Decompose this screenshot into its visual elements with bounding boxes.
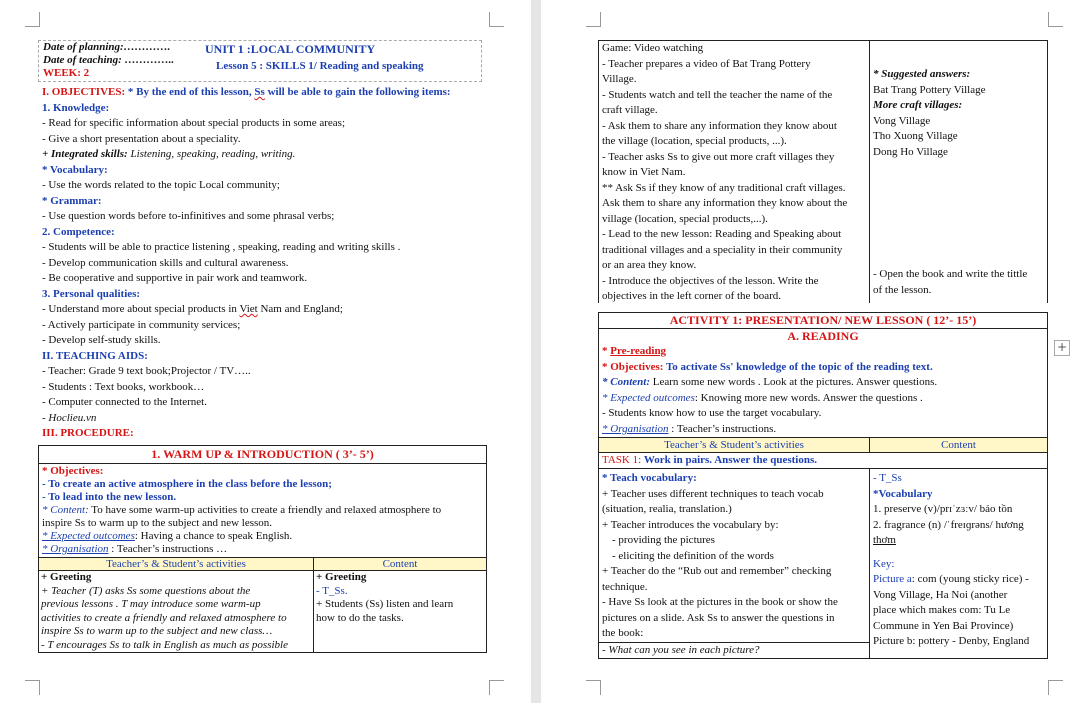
knowledge-heading: 1. Knowledge: — [42, 101, 110, 114]
task-label: TASK 1: — [602, 454, 644, 466]
organisation-text: : Teacher’s instructions … — [108, 543, 228, 555]
reading-title: A. READING — [787, 329, 859, 343]
vocabulary-item: - Use the words related to the topic Local community; — [42, 179, 280, 191]
key-line: Commune in Yen Bai Province) — [873, 619, 1014, 632]
vocab-item: 1. preserve (v)/prɪˈzɜːv/ bảo tồn — [873, 503, 1013, 515]
key-line: Picture b: pottery - Denby, England — [873, 635, 1030, 647]
competence-item: - Students will be able to practice listening , speaking, reading and writing skills . — [42, 241, 401, 253]
organisation-label: * Organisation — [42, 543, 109, 555]
vocab-row — [599, 469, 1047, 659]
knowledge-item: - Read for specific information about special products in some areas; — [42, 117, 346, 129]
key-line: place which makes com: Tu Le — [873, 604, 1011, 616]
content-line: how to do the tasks. — [316, 611, 404, 624]
t-ss: - T_Ss — [873, 472, 902, 484]
integrated-skills-text: Listening, speaking, reading, writing. — [127, 148, 296, 160]
teaching-aids-heading: II. TEACHING AIDS: — [42, 349, 148, 362]
activity-line: + Teacher (T) asks Ss some questions about the — [41, 584, 251, 597]
objectives-end: will be able to gain the following items: — [264, 86, 451, 98]
warmup-objectives-heading: * Objectives: — [42, 465, 104, 477]
unit-title: UNIT 1 :LOCAL COMMUNITY — [205, 42, 376, 56]
page-right — [541, 0, 1084, 703]
note-line: - Open the book and write the tittle — [873, 268, 1028, 280]
outcome-text: : Having a chance to speak English. — [134, 530, 293, 542]
col-content-header: Content — [314, 558, 487, 571]
integrated-skills-label: + Integrated skills: — [42, 148, 128, 160]
activity-line: inspire Ss to warm up to the subject and new class… — [41, 625, 273, 637]
picture-a-label: Picture a — [873, 573, 912, 585]
crop-mark — [586, 680, 601, 695]
quality-item: - Understand more about special products in — [42, 303, 240, 315]
activity-line: - T encourages Ss to talk in English as much as possible — [41, 638, 288, 651]
more-villages-heading: More craft villages: — [873, 99, 963, 111]
viet-word: Viet — [239, 303, 258, 315]
aid-item: - Teacher: Grade 9 text book;Projector / TV….. — [42, 365, 251, 377]
activity-line: craft village. — [602, 104, 658, 116]
key-heading: Key: — [873, 557, 895, 570]
know-line: - Students know how to use the target vocabulary. — [602, 407, 822, 419]
vocab-item: 2. fragrance (n) /ˈfreɪɡrəns/ hương — [873, 518, 1024, 531]
key-line: : com (young sticky rice) - — [911, 573, 1029, 585]
teach-line: technique. — [602, 580, 648, 593]
knowledge-item: - Give a short presentation about a speciality. — [42, 132, 241, 145]
objectives-intro: * By the end of this lesson, — [127, 86, 255, 98]
objectives-label: * Objectives: — [602, 360, 664, 373]
crop-mark — [489, 12, 504, 27]
warmup-activities — [602, 41, 864, 305]
activity-line: village (location, special products,...). — [602, 212, 768, 225]
crop-mark — [489, 680, 504, 695]
suggested-answers — [873, 67, 1045, 160]
village-item: Tho Xuong Village — [873, 130, 958, 142]
lesson-header — [38, 40, 482, 82]
quality-item: - Develop self-study skills. — [42, 334, 161, 346]
teach-vocab-heading: * Teach vocabulary: — [602, 472, 697, 484]
quality-item-end: Nam and England; — [257, 303, 343, 315]
activity-line: - Teacher prepares a video of Bat Trang Pottery — [602, 57, 811, 70]
activity-line: objectives in the left corner of the board. — [602, 290, 781, 302]
teach-line: - eliciting the definition of the words — [612, 549, 774, 562]
activity-line: + Greeting — [41, 571, 92, 583]
date-of-teaching: Date of teaching: ………….. — [43, 54, 175, 66]
vocab-heading: *Vocabulary — [873, 487, 933, 500]
activity-1-table — [598, 312, 1048, 659]
activity-line: the village (location, special products, ...). — [602, 135, 787, 147]
objectives-text: To activate Ss' knowledge of the topic of the reading text. — [663, 360, 933, 373]
activity-line: ** Ask Ss if they know of any traditional craft villages. — [602, 181, 846, 194]
activity-line: activities to create a friendly and relaxed atmosphere to — [41, 611, 287, 624]
activity-1-title: ACTIVITY 1: PRESENTATION/ NEW LESSON ( 12’- 15’) — [599, 313, 1047, 329]
pre-reading-section — [599, 344, 1047, 438]
content-text: inspire Ss to warm up to the subject and new lesson. — [42, 517, 273, 529]
teach-line: - providing the pictures — [612, 534, 715, 546]
open-book-note — [873, 267, 1045, 298]
teach-line: pictures on a slide. Ask Ss to answer the questions in — [602, 611, 835, 624]
content-text: Learn some new words . Look at the pictures. Answer questions. — [649, 376, 938, 388]
activity-line: Village. — [602, 73, 637, 85]
competence-heading: 2. Competence: — [42, 225, 115, 238]
outcome-label: * Expected outcomes — [42, 530, 135, 542]
content-line: - T_Ss. — [316, 584, 348, 597]
activity-line: previous lessons . T may introduce some warm-up — [41, 598, 261, 610]
add-button[interactable]: + — [1054, 340, 1070, 356]
teach-line: + Teacher introduces the vocabulary by: — [602, 518, 779, 531]
warmup-table — [38, 445, 487, 653]
date-of-planning: Date of planning:…………. — [43, 41, 171, 53]
procedure-heading: III. PROCEDURE: — [42, 427, 134, 439]
crop-mark — [1048, 12, 1063, 27]
outcome-text: : Knowing more new words. Answer the questions . — [694, 391, 923, 404]
teach-line: + Teacher do the “Rub out and remember” checking — [602, 565, 832, 577]
pre-reading-heading: Pre-reading — [610, 345, 667, 357]
outcome-label: * Expected outcomes — [602, 391, 695, 404]
village-item: Vong Village — [873, 114, 931, 127]
crop-mark — [25, 12, 40, 27]
task-1-row — [599, 453, 1047, 469]
ss-word: Ss — [254, 86, 265, 98]
activity-line: Game: Video watching — [602, 42, 704, 54]
activity-line: - Ask them to share any information they know about — [602, 119, 837, 132]
vocab-content — [870, 469, 1047, 659]
activity-line: Ask them to share any information they know about the — [602, 197, 848, 209]
content-text: To have some warm-up activities to create a friendly and relaxed atmosphere to — [88, 504, 442, 516]
page-left — [0, 0, 531, 703]
suggested-answers-heading: * Suggested answers: — [873, 68, 971, 80]
warmup-continued-table — [598, 40, 1048, 303]
crop-mark — [1048, 680, 1063, 695]
col-activities-header: Teacher’s & Student’s activities — [39, 558, 314, 571]
activity-line: - Lead to the new lesson: Reading and Speaking about — [602, 228, 842, 240]
aid-item: - Hoclieu.vn — [42, 411, 97, 424]
grammar-item: - Use question words before to-infinitives and some phrasal verbs; — [42, 210, 335, 222]
activity-line: traditional villages and a speciality in their community — [602, 243, 843, 256]
aid-item: - Computer connected to the Internet. — [42, 396, 207, 408]
warmup-title: 1. WARM UP & INTRODUCTION ( 3’- 5’) — [39, 446, 487, 464]
warmup-objective: - To lead into the new lesson. — [42, 491, 177, 503]
village-item: Dong Ho Village — [873, 145, 948, 158]
activity-line: - Students watch and tell the teacher the name of the — [602, 88, 833, 101]
vocab-item: thơm — [873, 534, 896, 546]
teach-line: - Have Ss look at the pictures in the book or show the — [602, 596, 838, 608]
teach-line: + Teacher uses different techniques to teach vocab — [602, 487, 824, 500]
column-header-row — [599, 438, 1047, 453]
competence-item: - Develop communication skills and cultural awareness. — [42, 256, 289, 269]
activity-line: - Teacher asks Ss to give out more craft villages they — [602, 150, 835, 163]
warmup-objective: - To create an active atmosphere in the class before the lesson; — [42, 478, 332, 490]
task-text: Work in pairs. Answer the questions. — [643, 454, 817, 466]
activity-line: - Introduce the objectives of the lesson. Write the — [602, 274, 819, 287]
bullet: * — [602, 345, 611, 357]
competence-item: - Be cooperative and supportive in pair work and teamwork. — [42, 272, 308, 284]
organisation-text: : Teacher’s instructions. — [668, 422, 777, 435]
col-activities-header: Teacher’s & Student’s activities — [599, 438, 870, 452]
content-line: + Students (Ss) listen and learn — [316, 598, 454, 610]
teach-line: the book: — [602, 627, 644, 639]
activity-line: know in Viet Nam. — [602, 166, 686, 178]
lesson-title: Lesson 5 : SKILLS 1/ Reading and speaking — [216, 60, 424, 72]
grammar-heading: * Grammar: — [42, 194, 102, 207]
vocabulary-heading: * Vocabulary: — [42, 163, 108, 176]
teach-line: (situation, realia, translation.) — [602, 503, 732, 515]
quality-item: - Actively participate in community services; — [42, 318, 241, 331]
organisation-label: * Organisation — [602, 422, 669, 435]
question-line: - What can you see in each picture? — [599, 642, 869, 659]
answer-item: Bat Trang Pottery Village — [873, 83, 986, 96]
aid-item: - Students : Text books, workbook… — [42, 380, 205, 393]
teacher-activities — [599, 469, 870, 659]
week-label: WEEK: 2 — [43, 67, 90, 79]
key-line: Vong Village, Ha Noi (another — [873, 588, 1008, 601]
content-label: * Content: — [602, 376, 650, 388]
content-label: * Content: — [42, 504, 89, 516]
activity-line: or an area they know. — [602, 259, 697, 271]
content-line: + Greeting — [316, 571, 367, 583]
note-line: of the lesson. — [873, 283, 932, 296]
crop-mark — [586, 12, 601, 27]
lesson-body — [42, 85, 492, 442]
personal-qualities-heading: 3. Personal qualities: — [42, 287, 141, 300]
column-divider — [869, 41, 870, 303]
objectives-heading: I. OBJECTIVES: — [42, 86, 128, 98]
crop-mark — [25, 680, 40, 695]
col-content-header: Content — [941, 439, 976, 451]
